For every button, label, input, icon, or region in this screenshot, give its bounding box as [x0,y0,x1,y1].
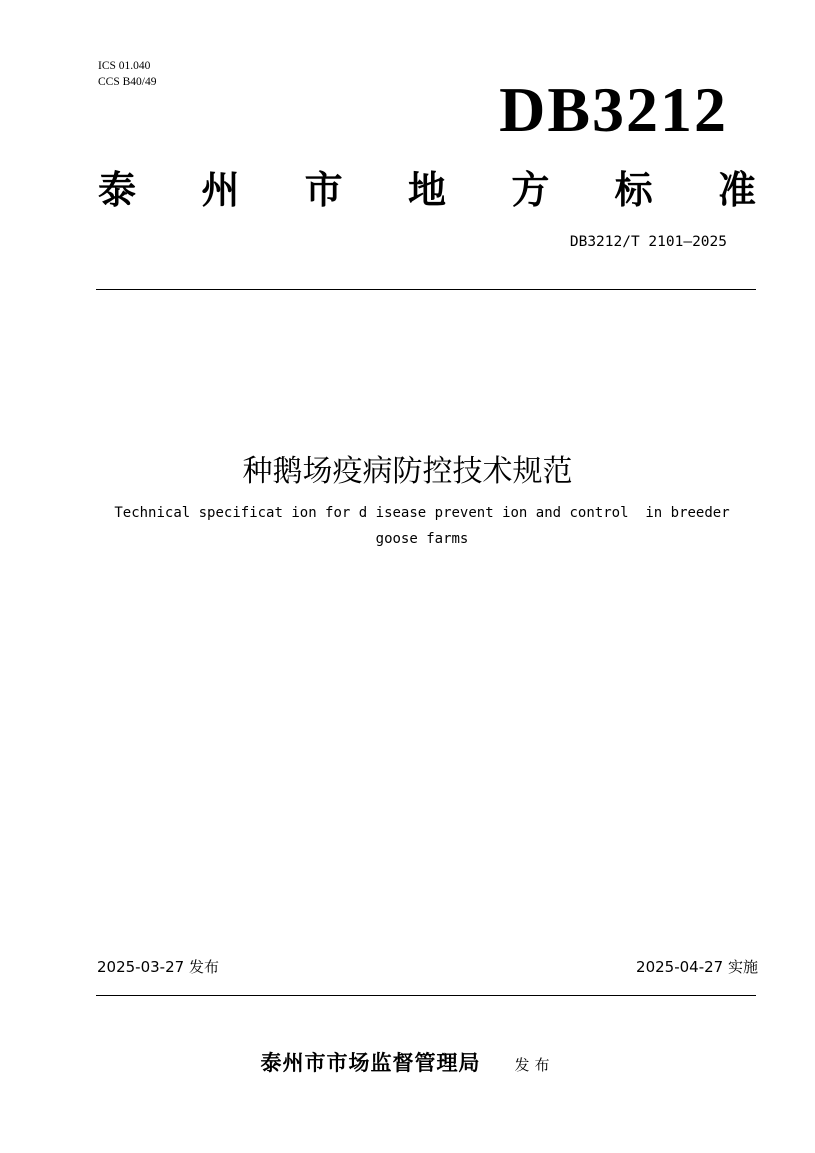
standard-type-char: 泰 [98,167,137,212]
document-title-chinese: 种鹅场疫病防控技术规范 [242,454,573,489]
publish-date: 2025-03-27 发布 [97,958,219,976]
top-divider [96,289,756,290]
standard-type-char: 标 [614,167,653,212]
document-title-english: Technical specificat ion for d isease prevent ion and control in breeder goose farms [114,505,739,547]
ics-code: ICS 01.040 [98,60,151,72]
standard-type-char: 地 [407,167,446,212]
implementation-date: 2025-04-27 实施 [636,958,758,976]
standard-number: DB3212/T 2101—2025 [569,234,727,250]
ccs-code: CCS B40/49 [98,76,157,88]
issuer-action: 发布 [514,1056,555,1074]
standard-type-heading [98,164,756,216]
standard-type-char: 方 [511,167,550,212]
standard-type-char: 准 [717,167,756,212]
standard-type-char: 市 [304,167,343,212]
standard-type-char: 州 [201,167,240,212]
issuer-line [0,1046,815,1082]
bottom-divider [96,995,756,996]
classification-block [98,58,156,90]
standard-code: DB3212 [499,74,728,145]
issuer-name: 泰州市市场监督管理局 [260,1050,481,1075]
